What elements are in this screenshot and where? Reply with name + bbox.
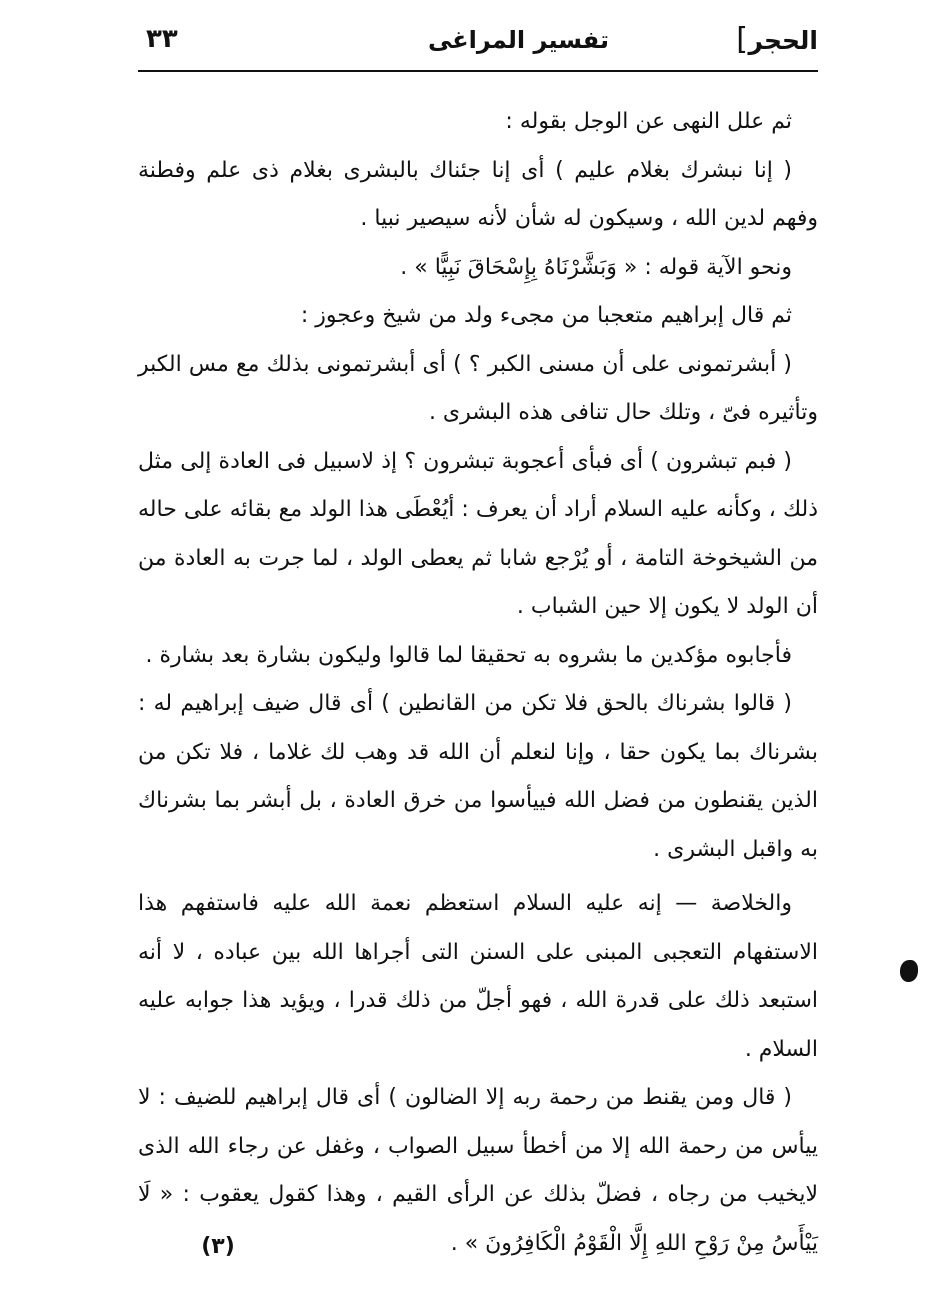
paragraph: ثم قال إبراهيم متعجبا من مجىء ولد من شيخ وعجوز : — [300, 303, 792, 328]
body-text — [138, 98, 818, 1256]
paragraph: والخلاصة — إنه عليه السلام استعظم نعمة الله عليه فاستفهم هذا الاستفهام التعجبى المبنى على السنن التى أجراها الله بين عباده ، لا أنه استبعد ذلك على قدرة الله ، فهو أجلّ من ذلك قدرا ، ويؤيد هذا جوابه عليه السلام . — [138, 891, 818, 1062]
page-header — [138, 20, 818, 72]
paragraph: فأجابوه مؤكدين ما بشروه به تحقيقا لما قالوا وليكون بشارة بعد بشارة . — [145, 642, 792, 668]
ink-blot — [900, 960, 918, 982]
signature-mark: (٣) — [201, 1234, 235, 1259]
surah-name: الحجر — [748, 26, 818, 55]
header-rule — [138, 70, 818, 72]
paragraph: ونحو الآية قوله : « وَبَشَّرْنَاهُ بِإِسْحَاقَ نَبِيًّا » . — [400, 254, 792, 280]
paragraph: ثم علل النهى عن الوجل بقوله : — [505, 109, 792, 134]
page-number: ٣٣ — [146, 24, 178, 54]
paragraph: ( إنا نبشرك بغلام عليم ) أى إنا جئناك بالبشرى بغلام ذى علم وفطنة وفهم لدين الله ، وسيكون له شأن لأنه سيصير نبيا . — [138, 157, 818, 231]
paragraph: ( قال ومن يقنط من رحمة ربه إلا الضالون ) أى قال إبراهيم للضيف : لا ييأس من رحمة الله إلا من أخطأ سبيل الصواب ، وغفل عن رجاء الله الذى لايخيب من رجاه ، فضلّ بذلك عن الرأى القيم ، وهذا كقول يعقوب : « لَا يَيْأَسُ مِنْ رَوْحِ اللهِ إِلَّا الْقَوْمُ الْكَافِرُونَ » . — [138, 1085, 818, 1256]
header-bracket: ] — [736, 22, 748, 57]
book-title: تفسير المراغى — [428, 26, 609, 54]
paragraph: ( قالوا بشرناك بالحق فلا تكن من القانطين ) أى قال ضيف إبراهيم له : بشرناك بما يكون حقا ، وإنا لنعلم أن الله قد وهب لك غلاما ، فلا تكن من الذين يقنطون من فضل الله فييأسوا من خرق العادة ، بل أبشر بما بشرناك به واقبل البشرى . — [138, 691, 818, 862]
paragraph: ( أبشرتمونى على أن مسنى الكبر ؟ ) أى أبشرتمونى بذلك مع مس الكبر وتأثيره فىّ ، وتلك حال تنافى هذه البشرى . — [138, 351, 818, 425]
paragraph: ( فبم تبشرون ) أى فبأى أعجوبة تبشرون ؟ إذ لاسبيل فى العادة إلى مثل ذلك ، وكأنه عليه السلام أراد أن يعرف : أيُعْطَى هذا الولد مع بقائه على حاله من الشيخوخة التامة ، أو يُرْجع شابا ثم يعطى الولد ، لما جرت به العادة من أن الولد لا يكون إلا حين الشباب . — [138, 448, 818, 619]
